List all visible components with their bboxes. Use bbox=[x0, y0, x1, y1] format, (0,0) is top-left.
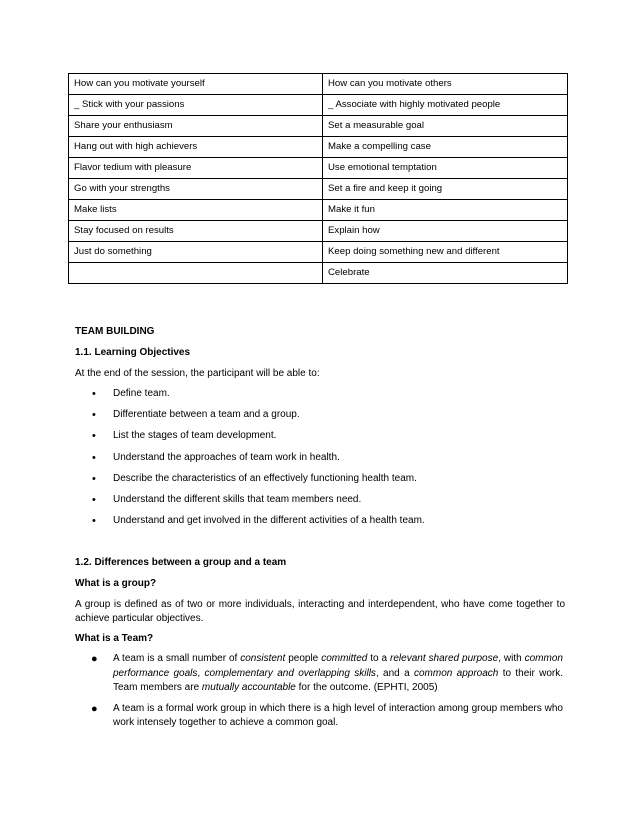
group-question: What is a group? bbox=[75, 578, 157, 589]
bullet-icon: • bbox=[92, 515, 96, 528]
text-run: , with bbox=[498, 653, 525, 664]
bullet-icon: • bbox=[92, 409, 96, 422]
text-run: to their work. Team members are bbox=[113, 667, 564, 693]
italic-run: consistent bbox=[240, 653, 286, 664]
table-row bbox=[69, 242, 568, 263]
table-row bbox=[69, 158, 568, 179]
table-cell: Set a fire and keep it going bbox=[323, 179, 568, 200]
table-row bbox=[69, 116, 568, 137]
list-item-text: Differentiate between a team and a group. bbox=[113, 409, 300, 421]
text-run: A team is a small number of bbox=[113, 653, 241, 664]
italic-run: common performance goals bbox=[113, 653, 563, 679]
list-item bbox=[75, 514, 555, 535]
table-header-cell: How can you motivate yourself bbox=[69, 74, 323, 95]
team-definition-2: A team is a formal work group in which there is a high level of interaction among group members who work intensely together to achieve a common goal. bbox=[113, 702, 563, 728]
bullet-icon: • bbox=[92, 388, 96, 400]
list-item bbox=[75, 702, 563, 731]
list-item bbox=[75, 451, 555, 472]
list-item bbox=[75, 408, 555, 429]
text-run: to a bbox=[367, 653, 391, 664]
objectives-list bbox=[75, 387, 555, 535]
list-item-text: List the stages of team development. bbox=[113, 430, 277, 442]
table-cell: _ Stick with your passions bbox=[69, 95, 323, 116]
table-cell: Set a measurable goal bbox=[323, 116, 568, 137]
bullet-icon: ● bbox=[91, 653, 98, 665]
table-cell: Stay focused on results bbox=[69, 221, 323, 242]
objectives-intro: At the end of the session, the participant will be able to: bbox=[75, 368, 320, 379]
objectives-heading: 1.1. Learning Objectives bbox=[75, 347, 191, 358]
team-definition-1 bbox=[113, 653, 563, 693]
list-item-text: Describe the characteristics of an effectively functioning health team. bbox=[113, 472, 417, 484]
list-item bbox=[75, 387, 555, 408]
bullet-icon: • bbox=[92, 472, 96, 485]
bullet-icon: • bbox=[92, 430, 96, 443]
table-cell: Explain how bbox=[323, 221, 568, 242]
table-cell: Make lists bbox=[69, 200, 323, 221]
text-run: , bbox=[197, 667, 205, 679]
table-cell: Go with your strengths bbox=[69, 179, 323, 200]
list-item bbox=[75, 472, 555, 493]
list-item bbox=[75, 493, 555, 514]
group-definition: A group is defined as of two or more individuals, interacting and interdependent, who have come together to achieve particular objectives. bbox=[75, 599, 565, 624]
table-row bbox=[69, 95, 568, 116]
table-header-row bbox=[69, 74, 568, 95]
table-row bbox=[69, 221, 568, 242]
italic-run: complementary and overlapping skills bbox=[204, 667, 376, 679]
table-cell: _ Associate with highly motivated people bbox=[323, 95, 568, 116]
bullet-icon: • bbox=[92, 493, 96, 506]
table-cell: Make it fun bbox=[323, 200, 568, 221]
list-item-text: Define team. bbox=[113, 388, 170, 399]
table-cell: Keep doing something new and different bbox=[323, 242, 568, 263]
text-run: people bbox=[285, 653, 322, 664]
table-row bbox=[69, 179, 568, 200]
table-header-cell: How can you motivate others bbox=[323, 74, 568, 95]
text-run: for the outcome. (EPHTI, 2005) bbox=[295, 682, 438, 693]
table-cell: Make a compelling case bbox=[323, 137, 568, 158]
table-cell: Use emotional temptation bbox=[323, 158, 568, 179]
table-row bbox=[69, 137, 568, 158]
italic-run: relevant shared purpose bbox=[390, 653, 499, 664]
differences-heading: 1.2. Differences between a group and a team bbox=[75, 557, 287, 568]
table-row bbox=[69, 263, 568, 284]
team-definitions-list bbox=[75, 652, 563, 731]
text-run: , and a bbox=[375, 667, 414, 679]
table-cell bbox=[69, 263, 323, 284]
list-item bbox=[75, 652, 563, 696]
section-title: TEAM BUILDING bbox=[75, 326, 155, 337]
bullet-icon: • bbox=[92, 451, 96, 464]
bullet-icon: ● bbox=[91, 702, 98, 715]
table-cell: Just do something bbox=[69, 242, 323, 263]
table-cell: Hang out with high achievers bbox=[69, 137, 323, 158]
list-item-text: Understand the approaches of team work in health. bbox=[113, 451, 340, 463]
table-cell: Share your enthusiasm bbox=[69, 116, 323, 137]
italic-run: common approach bbox=[413, 667, 499, 679]
list-item bbox=[75, 429, 555, 450]
table-cell: Flavor tedium with pleasure bbox=[69, 158, 323, 179]
team-question: What is a Team? bbox=[75, 633, 154, 644]
table-row bbox=[69, 200, 568, 221]
italic-run: committed bbox=[321, 653, 368, 664]
list-item-text: Understand and get involved in the different activities of a health team. bbox=[113, 515, 425, 527]
italic-run: mutually accountable bbox=[201, 682, 296, 693]
table-cell: Celebrate bbox=[323, 263, 568, 284]
motivation-table bbox=[68, 73, 568, 284]
list-item-text: Understand the different skills that team members need. bbox=[113, 493, 362, 505]
